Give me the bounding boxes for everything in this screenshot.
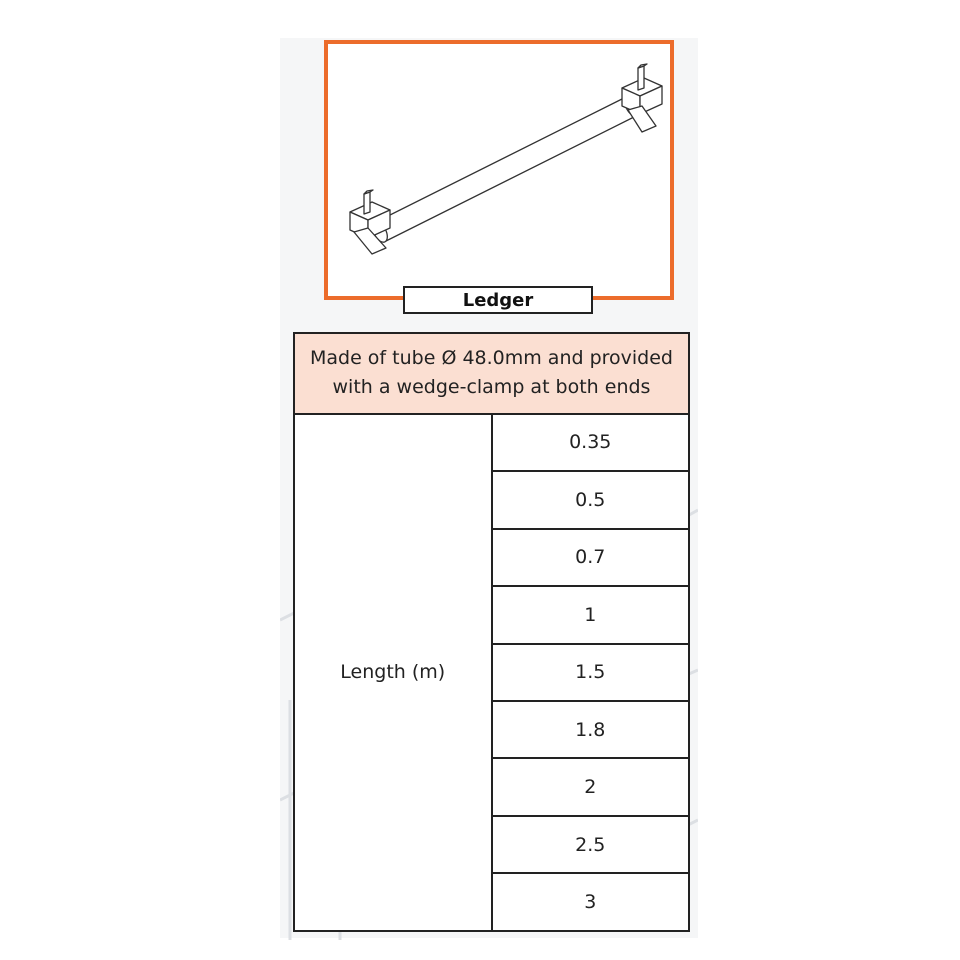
length-value: 1.8 xyxy=(492,701,690,758)
description-cell xyxy=(294,333,689,414)
length-value: 2 xyxy=(492,758,690,815)
description-row xyxy=(294,333,689,414)
ledger-drawing-icon xyxy=(328,44,670,296)
product-image-frame xyxy=(324,40,674,300)
length-value: 0.5 xyxy=(492,471,690,528)
description-line: with a wedge-clamp at both ends xyxy=(332,376,651,399)
length-value: 0.35 xyxy=(492,414,690,471)
length-value: 3 xyxy=(492,873,690,931)
length-value: 2.5 xyxy=(492,816,690,873)
length-value: 1.5 xyxy=(492,644,690,701)
length-value: 0.7 xyxy=(492,529,690,586)
product-caption: Ledger xyxy=(403,286,593,314)
description-line: Made of tube Ø 48.0mm and provided xyxy=(309,347,673,370)
specification-table xyxy=(293,332,690,932)
table-row xyxy=(294,414,689,471)
length-label: Length (m) xyxy=(294,414,492,931)
length-value: 1 xyxy=(492,586,690,643)
